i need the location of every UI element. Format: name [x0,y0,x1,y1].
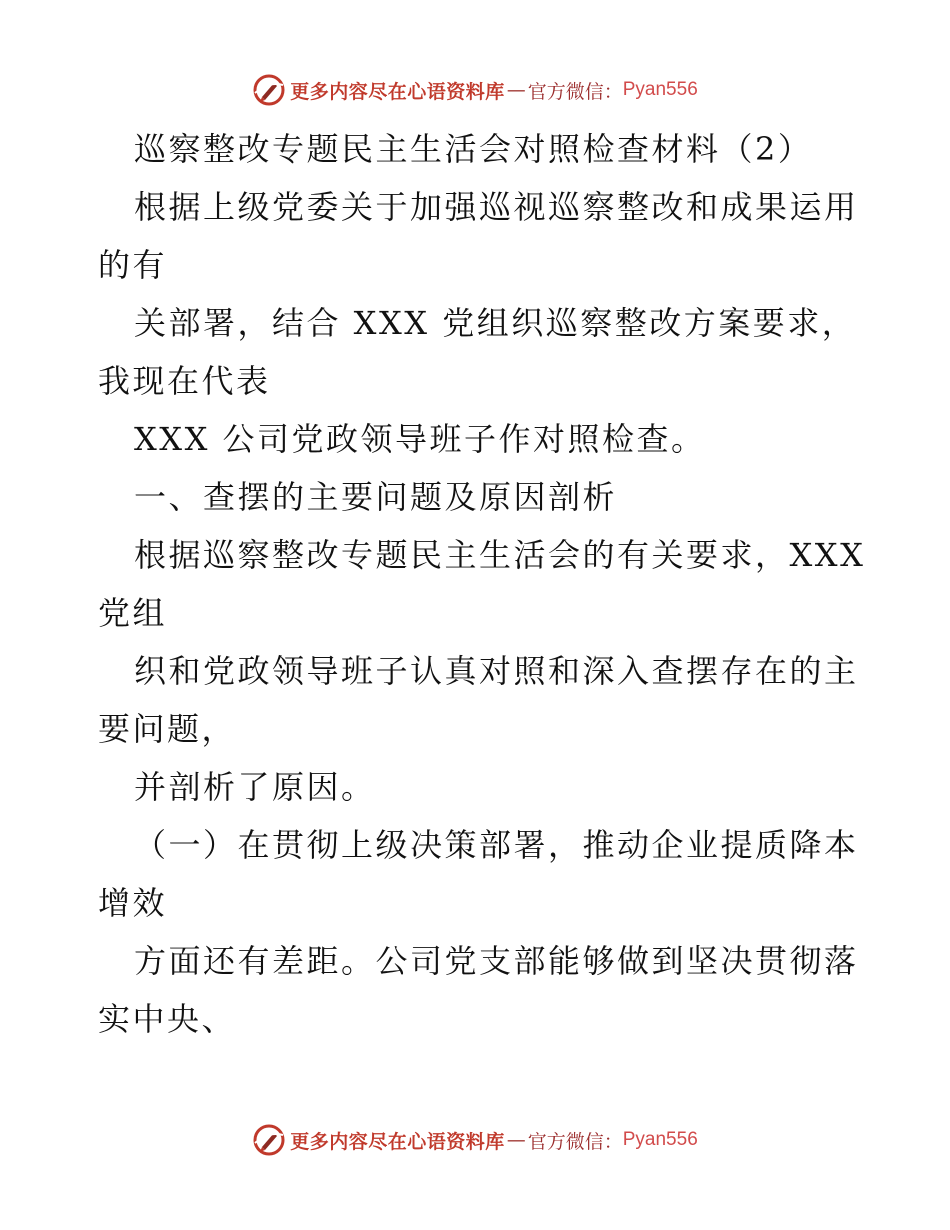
watermark-dash: — [506,79,526,101]
header-watermark [0,70,950,110]
paragraph-line: 增效 [98,884,168,922]
paragraph-line: 实中央、 [98,1000,237,1038]
pen-logo-icon [252,73,286,107]
document-title: 巡察整改专题民主生活会对照检查材料（2） [134,130,813,168]
watermark-brand: 更多内容尽在心语资料库 [290,1130,505,1153]
footer-watermark [0,1120,950,1160]
document-body [98,120,866,1048]
pen-logo-icon [252,1123,286,1157]
paragraph-line: 并剖析了原因。 [134,768,376,806]
watermark-wechat-id: Pyan556 [622,1129,698,1150]
paragraph-line: 的有 [98,246,168,284]
paragraph-line: 方面还有差距。公司党支部能够做到坚决贯彻落 [134,942,859,980]
section-heading: 一、查摆的主要问题及原因剖析 [134,478,618,516]
paragraph-line: 我现在代表 [98,362,271,400]
watermark-label: 官方微信： [527,1130,623,1153]
paragraph-line: 党组 [98,594,168,632]
paragraph-line: 关部署，结合 XXX 党组织巡察整改方案要求， [134,304,857,342]
paragraph-line: 根据巡察整改专题民主生活会的有关要求，XXX [134,536,866,574]
watermark-label: 官方微信： [527,80,623,103]
paragraph-line: 要问题， [98,710,237,748]
watermark-brand: 更多内容尽在心语资料库 [290,80,505,103]
watermark-dash: — [506,1129,526,1151]
paragraph-line: XXX 公司党政领导班子作对照检查。 [134,420,706,458]
paragraph-line: 根据上级党委关于加强巡视巡察整改和成果运用 [134,188,859,226]
subsection-heading: （一）在贯彻上级决策部署，推动企业提质降本 [134,826,859,864]
paragraph-line: 织和党政领导班子认真对照和深入查摆存在的主 [134,652,859,690]
watermark-wechat-id: Pyan556 [622,79,698,100]
